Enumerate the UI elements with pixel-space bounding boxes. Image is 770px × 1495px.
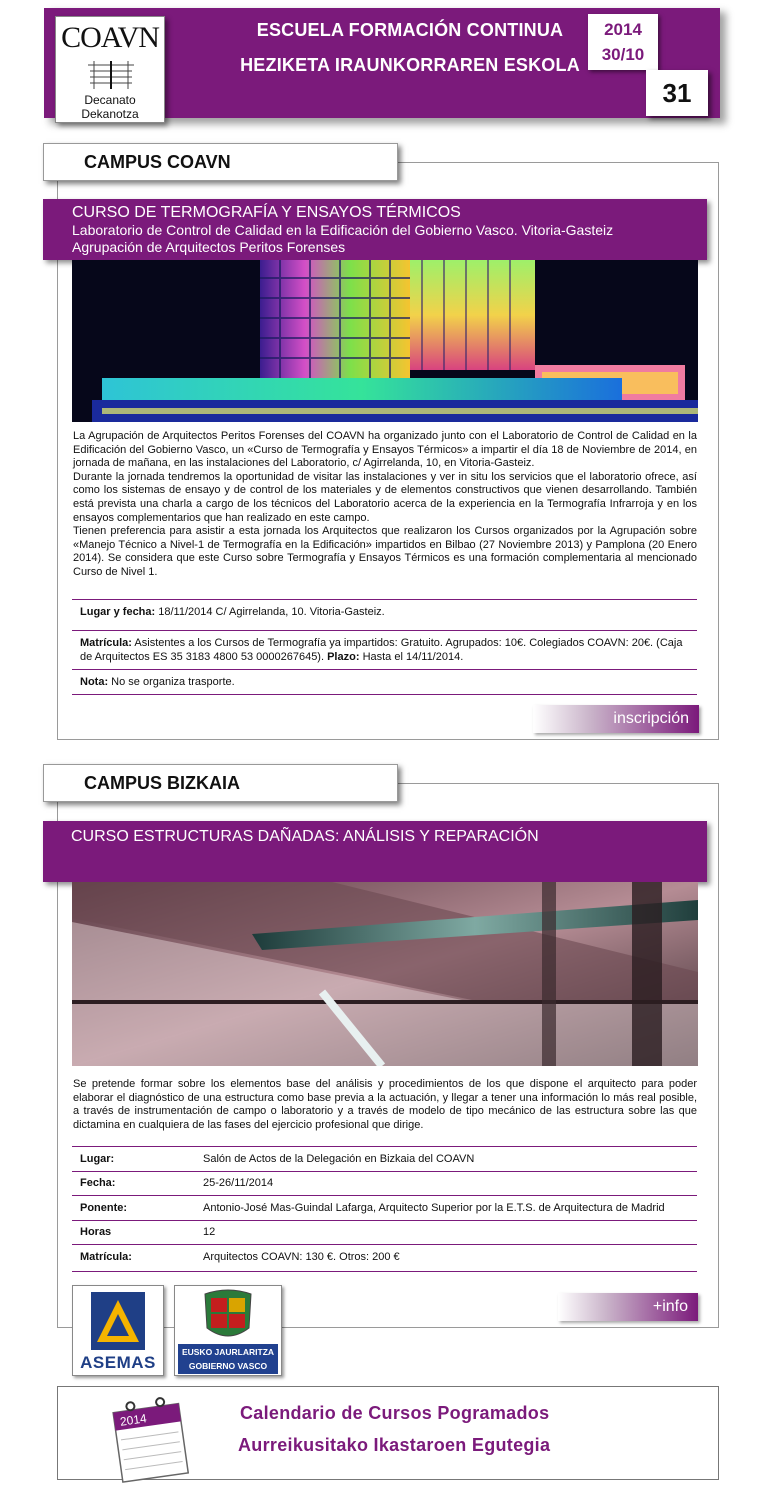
table-row (72, 1245, 697, 1270)
info-lugar (72, 599, 697, 624)
gv-text-eu: EUSKO JAURLARITZA (181, 1347, 275, 1357)
thermography-photo (72, 260, 698, 422)
date-day: 30/10 (601, 45, 645, 64)
course-title-estructuras: CURSO ESTRUCTURAS DAÑADAS: ANÁLISIS Y REPARACIÓN (71, 828, 539, 845)
course-header-termografia (43, 199, 707, 260)
calendar-title-es[interactable]: Calendario de Cursos Pogramados (240, 1403, 550, 1423)
tab-campus-coavn: CAMPUS COAVN (43, 143, 398, 181)
calendar-icon-year: 2014 (119, 1411, 148, 1429)
course-header-estructuras (43, 821, 707, 882)
tab-campus-bizkaia: CAMPUS BIZKAIA (43, 764, 398, 802)
row-lugar-value: Salón de Actos de la Delegación en Bizkaia del COAVN (195, 1147, 697, 1172)
table-row (72, 1220, 697, 1245)
row-fecha-label: Fecha: (72, 1171, 195, 1196)
gobierno-vasco-logo[interactable] (174, 1285, 282, 1376)
info-plazo-label: Plazo: (327, 651, 360, 663)
info-matricula (72, 630, 697, 669)
course-subtitle-2: Agrupación de Arquitectos Peritos Forenses (72, 239, 346, 255)
issue-number: 31 (646, 70, 708, 116)
logo-drawing-icon (88, 61, 134, 91)
asemas-text: ASEMAS (80, 1353, 156, 1372)
bizkaia-info-table (72, 1146, 697, 1269)
table-row (72, 1147, 697, 1172)
logo-sub-decanato: Decanato (84, 93, 136, 107)
info-nota (72, 669, 697, 694)
coavn-description (73, 430, 697, 580)
calendar-page-icon (107, 1390, 191, 1486)
table-bottom-divider (72, 1271, 697, 1272)
info-plazo-value: Hasta el 14/11/2014. (362, 651, 464, 663)
logo-wordmark: COAVN (61, 21, 159, 54)
table-row (72, 1171, 697, 1196)
thermography-image (72, 260, 698, 422)
info-matricula-label: Matrícula: (80, 637, 132, 649)
structure-photo (72, 882, 698, 1066)
bizkaia-description: Se pretende formar sobre los elementos base del análisis y procedimientos de los que dispone el arquitecto para poder elaborar el diagnóstico de una estructura como base previa a la actuación, y llegar a tener una información lo más real posible, a través de instrumentación de campo o laboratorio y a través de modelo de tipo mecánico de las estructura sobre las que dictamina en cualquiera de las fases del ejercicio profesional que dirige. (73, 1078, 697, 1131)
structure-image (72, 882, 698, 1066)
row-horas-value: 12 (195, 1220, 697, 1245)
logo-subtitle (56, 93, 164, 121)
asemas-logo[interactable] (72, 1285, 164, 1376)
date-year: 2014 (604, 20, 642, 39)
info-lugar-label: Lugar y fecha: (80, 606, 156, 618)
calendar-title-eu[interactable]: Aurreikusitako Ikastaroen Egutegia (238, 1435, 551, 1455)
row-lugar-label: Lugar: (72, 1147, 195, 1172)
row-fecha-value: 25-26/11/2014 (195, 1171, 697, 1196)
info-button[interactable]: +info (558, 1293, 698, 1321)
course-subtitle-1: Laboratorio de Control de Calidad en la Edificación del Gobierno Vasco. Vitoria-Gasteiz (72, 222, 614, 238)
gv-shield-icon (175, 1288, 281, 1346)
row-matricula-value: Arquitectos COAVN: 130 €. Otros: 200 € (195, 1245, 697, 1270)
calendar-icon (107, 1390, 191, 1486)
date-box (588, 14, 658, 70)
row-ponente-value: Antonio-José Mas-Guindal Lafarga, Arquitecto Superior por la E.T.S. de Arquitectura de Madrid (195, 1196, 697, 1221)
coavn-paragraph-2: Durante la jornada tendremos la oportunidad de visitar las instalaciones y ver in situ los servicios que el laboratorio ofrece, así como los sistemas de ensayo y de control de los materiales y de elementos constructivos que vienen desarrollando. También está prevista una charla a cargo de los técnicos del Laboratorio acerca de la experiencia en la Termografía Infrarroja y en los ensayos complementarios que han realizado en este campo. (73, 470, 697, 524)
asemas-mark-icon (73, 1288, 163, 1354)
coavn-paragraph-1: La Agrupación de Arquitectos Peritos Forenses del COAVN ha organizado junto con el Laboratorio de Control de Calidad en la Edificación del Gobierno Vasco, un «Curso de Termografía y Ensayos Térmicos» a impartir el día 18 de Noviembre de 2014, en jornada de mañana, en las instalaciones del Laboratorio, c/ Agirrelanda, 10, en Vitoria-Gasteiz. (73, 430, 697, 470)
row-matricula-label: Matrícula: (72, 1245, 195, 1270)
coavn-logo[interactable] (55, 16, 165, 123)
header-title-es: ESCUELA FORMACIÓN CONTINUA (256, 20, 564, 40)
inscripcion-button[interactable]: inscripción (533, 705, 699, 733)
row-ponente-label: Ponente: (72, 1196, 195, 1221)
coavn-paragraph-3: Tienen preferencia para asistir a esta jornada los Arquitectos que realizaron los Cursos organizados por la Agrupación sobre «Manejo Técnico a Nivel-1 de Termografía en la Edificación» impartidos en Bilbao (27 Noviembre 2013) y Pamplona (20 Enero 2014). Se considera que este Curso sobre Termografía y Ensayos Térmicos es una formación complementaria al mencionado Curso de Nivel 1. (73, 525, 697, 578)
table-row (72, 1196, 697, 1221)
logo-sub-dekanotza: Dekanotza (81, 107, 139, 121)
course-title: CURSO DE TERMOGRAFÍA Y ENSAYOS TÉRMICOS (72, 204, 461, 221)
gv-text-es: GOBIERNO VASCO (188, 1361, 268, 1371)
gv-text-block (178, 1344, 278, 1374)
row-horas-label: Horas (72, 1220, 195, 1245)
coavn-info-block (72, 599, 697, 695)
info-lugar-value: 18/11/2014 C/ Agirrelanda, 10. Vitoria-Gasteiz. (158, 606, 385, 618)
info-nota-value: No se organiza trasporte. (111, 676, 235, 688)
header-title-eu: HEZIKETA IRAUNKORRAREN ESKOLA (240, 55, 580, 75)
info-nota-label: Nota: (80, 676, 109, 688)
info-divider (72, 694, 697, 695)
info-matricula-value: Asistentes a los Cursos de Termografía ya impartidos: Gratuito. Agrupados: 10€. Colegiados COAVN: 20€. (Caja de Arquitectos ES 35 3183 4800 53 0000267645). (80, 637, 683, 663)
